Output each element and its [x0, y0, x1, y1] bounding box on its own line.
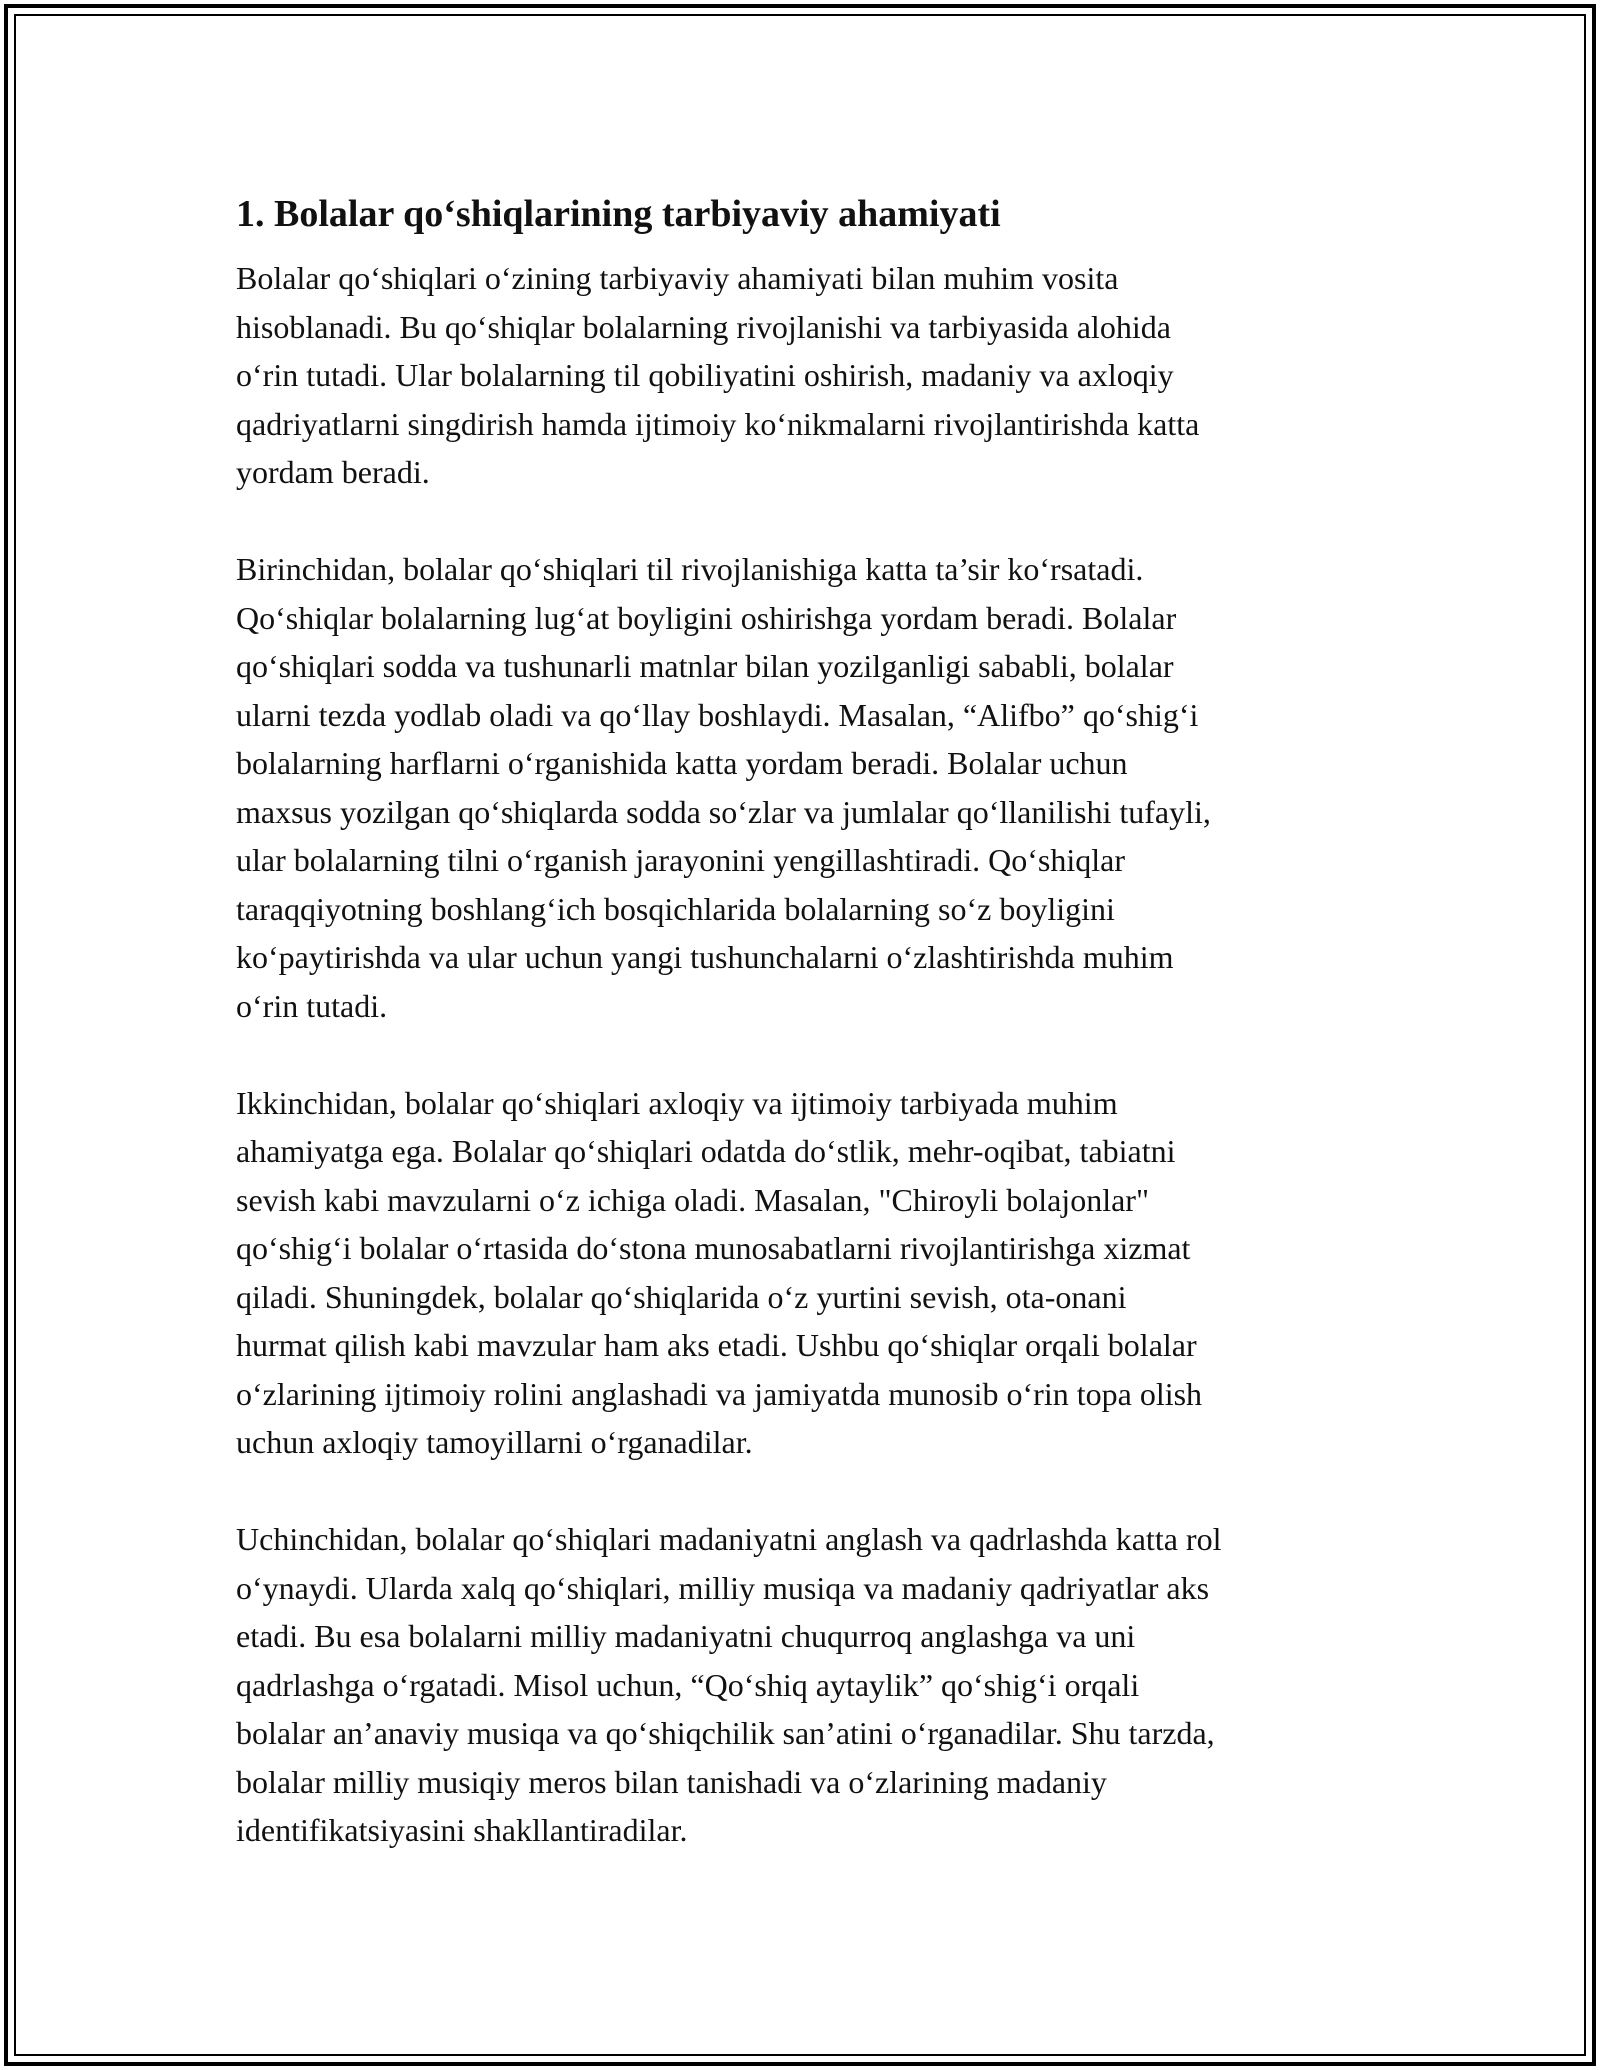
paragraph-third: Uchinchidan, bolalar qo‘shiqlari madaniyatni anglash va qadrlashda katta rol o‘ynaydi. Ularda xalq qo‘shiqlari, milliy musiqa va madaniy qadriyatlar aks etadi. Bu esa bolalarni milliy madaniyatni chuqurroq anglashga va uni qadrlashga o‘rgatadi. Misol uchun, “Qo‘shiq aytaylik” qo‘shig‘i orqali bolalar an’anaviy musiqa va qo‘shiqchilik san’atini o‘rganadilar. Shu tarzda, bolalar milliy musiqiy meros bilan tanishadi va o‘zlarining madaniy identifikatsiyasini shakllantiradilar. — [236, 1521, 1222, 1848]
section-heading: 1. Bolalar qo‘shiqlarining tarbiyaviy ahamiyati — [236, 193, 1001, 235]
paragraph-second: Ikkinchidan, bolalar qo‘shiqlari axloqiy va ijtimoiy tarbiyada muhim ahamiyatga ega. Bolalar qo‘shiqlari odatda do‘stlik, mehr-oqibat, tabiatni sevish kabi mavzularni o‘z ichiga oladi. Masalan, "Chiroyli bolajonlar" qo‘shig‘i bolalar o‘rtasida do‘stona munosabatlarni rivojlantirishga xizmat qiladi. Shuningdek, bolalar qo‘shiqlarida o‘z yurtini sevish, ota-onani hurmat qilish kabi mavzular ham aks etadi. Ushbu qo‘shiqlar orqali bolalar o‘zlarining ijtimoiy rolini anglashadi va jamiyatda munosib o‘rin topa olish uchun axloqiy tamoyillarni o‘rganadilar. — [236, 1084, 1203, 1460]
paragraph-first: Birinchidan, bolalar qo‘shiqlari til rivojlanishiga katta ta’sir ko‘rsatadi. Qo‘shiqlar bolalarning lug‘at boyligini oshirishga yordam beradi. Bolalar qo‘shiqlari sodda va tushunarli matnlar bilan yozilganligi sababli, bolalar ularni tezda yodlab oladi va qo‘llay boshlaydi. Masalan, “Alifbo” qo‘shig‘i bolalarning harflarni o‘rganishida katta yordam beradi. Bolalar uchun maxsus yozilgan qo‘shiqlarda sodda so‘zlar va jumlalar qo‘llanilishi tufayli, ular bolalarning tilni o‘rganish jarayonini yengillashtiradi. Qo‘shiqlar taraqqiyotning boshlang‘ich bosqichlarida bolalarning so‘z boyligini ko‘paytirishda va ular uchun yangi tushunchalarni o‘zlashtirishda muhim o‘rin tutadi. — [236, 551, 1211, 1024]
document-body — [236, 186, 1396, 1855]
paragraph-intro: Bolalar qo‘shiqlari o‘zining tarbiyaviy ahamiyati bilan muhim vosita hisoblanadi. Bu qo‘shiqlar bolalarning rivojlanishi va tarbiyasida alohida o‘rin tutadi. Ular bolalarning til qobiliyatini oshirish, madaniy va axloqiy qadriyatlarni singdirish hamda ijtimoiy ko‘nikmalarni rivojlantirishda katta yordam beradi. — [236, 260, 1200, 490]
